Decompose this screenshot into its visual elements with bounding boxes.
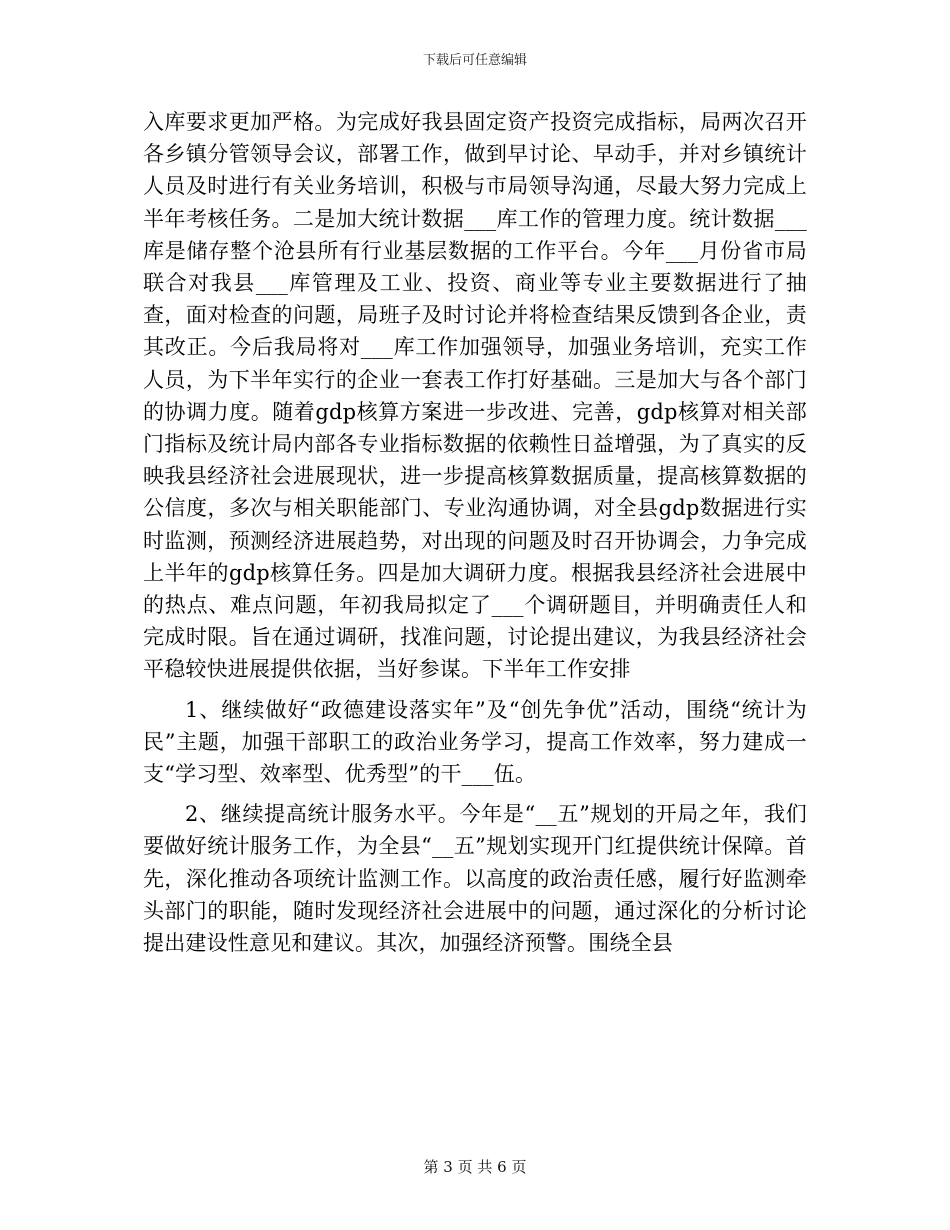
paragraph-item-1: 1、继续做好“政德建设落实年”及“创先争优”活动，围绕“统计为民”主题，加强干部职工的政治业务学习，提高工作效率，努力建成一支“学习型、效率型、优秀型”的干___伍。 bbox=[143, 697, 807, 787]
paragraph-item-2: 2、继续提高统计服务水平。今年是“__五”规划的开局之年，我们要做好统计服务工作，为全县“__五”规划实现开门红提供统计保障。首先，深化推动各项统计监测工作。以高度的政治责任感，履行好监测牵头部门的职能，随时发现经济社会进展中的问题，通过深化的分析讨论提出建设性意见和建议。其次，加强经济预警。围绕全县 bbox=[143, 802, 807, 956]
paragraph-continued: 入库要求更加严格。为完成好我县固定资产投资完成指标，局两次召开各乡镇分管领导会议，部署工作，做到早讨论、早动手，并对乡镇统计人员及时进行有关业务培训，积极与市局领导沟通，尽最大努力完成上半年考核任务。二是加大统计数据___库工作的管理力度。统计数据___库是储存整个沧县所有行业基层数据的工作平台。今年___月份省市局联合对我县___库管理及工业、投资、商业等专业主要数据进行了抽查，面对检查的问题，局班子及时讨论并将检查结果反馈到各企业，责其改正。今后我局将对___库工作加强领导，加强业务培训，充实工作人员，为下半年实行的企业一套表工作打好基础。三是加大与各个部门的协调力度。随着gdp核算方案进一步改进、完善，gdp核算对相关部门指标及统计局内部各专业指标数据的依赖性日益增强，为了真实的反映我县经济社会进展现状，进一步提高核算数据质量，提高核算数据的公信度，多次与相关职能部门、专业沟通协调，对全县gdp数据进行实时监测，预测经济进展趋势，对出现的问题及时召开协调会，力争完成上半年的gdp核算任务。四是加大调研力度。根据我县经济社会进展中的热点、难点问题，年初我局拟定了___个调研题目，并明确责任人和完成时限。旨在通过调研，找准问题，讨论提出建议，为我县经济社会平稳较快进展提供依据，当好参谋。下半年工作安排 bbox=[143, 110, 807, 682]
page-header: 下载后可任意编辑 bbox=[422, 53, 527, 68]
page-number-footer: 第 3 页 共 6 页 bbox=[423, 1158, 527, 1176]
document-body bbox=[143, 106, 807, 959]
